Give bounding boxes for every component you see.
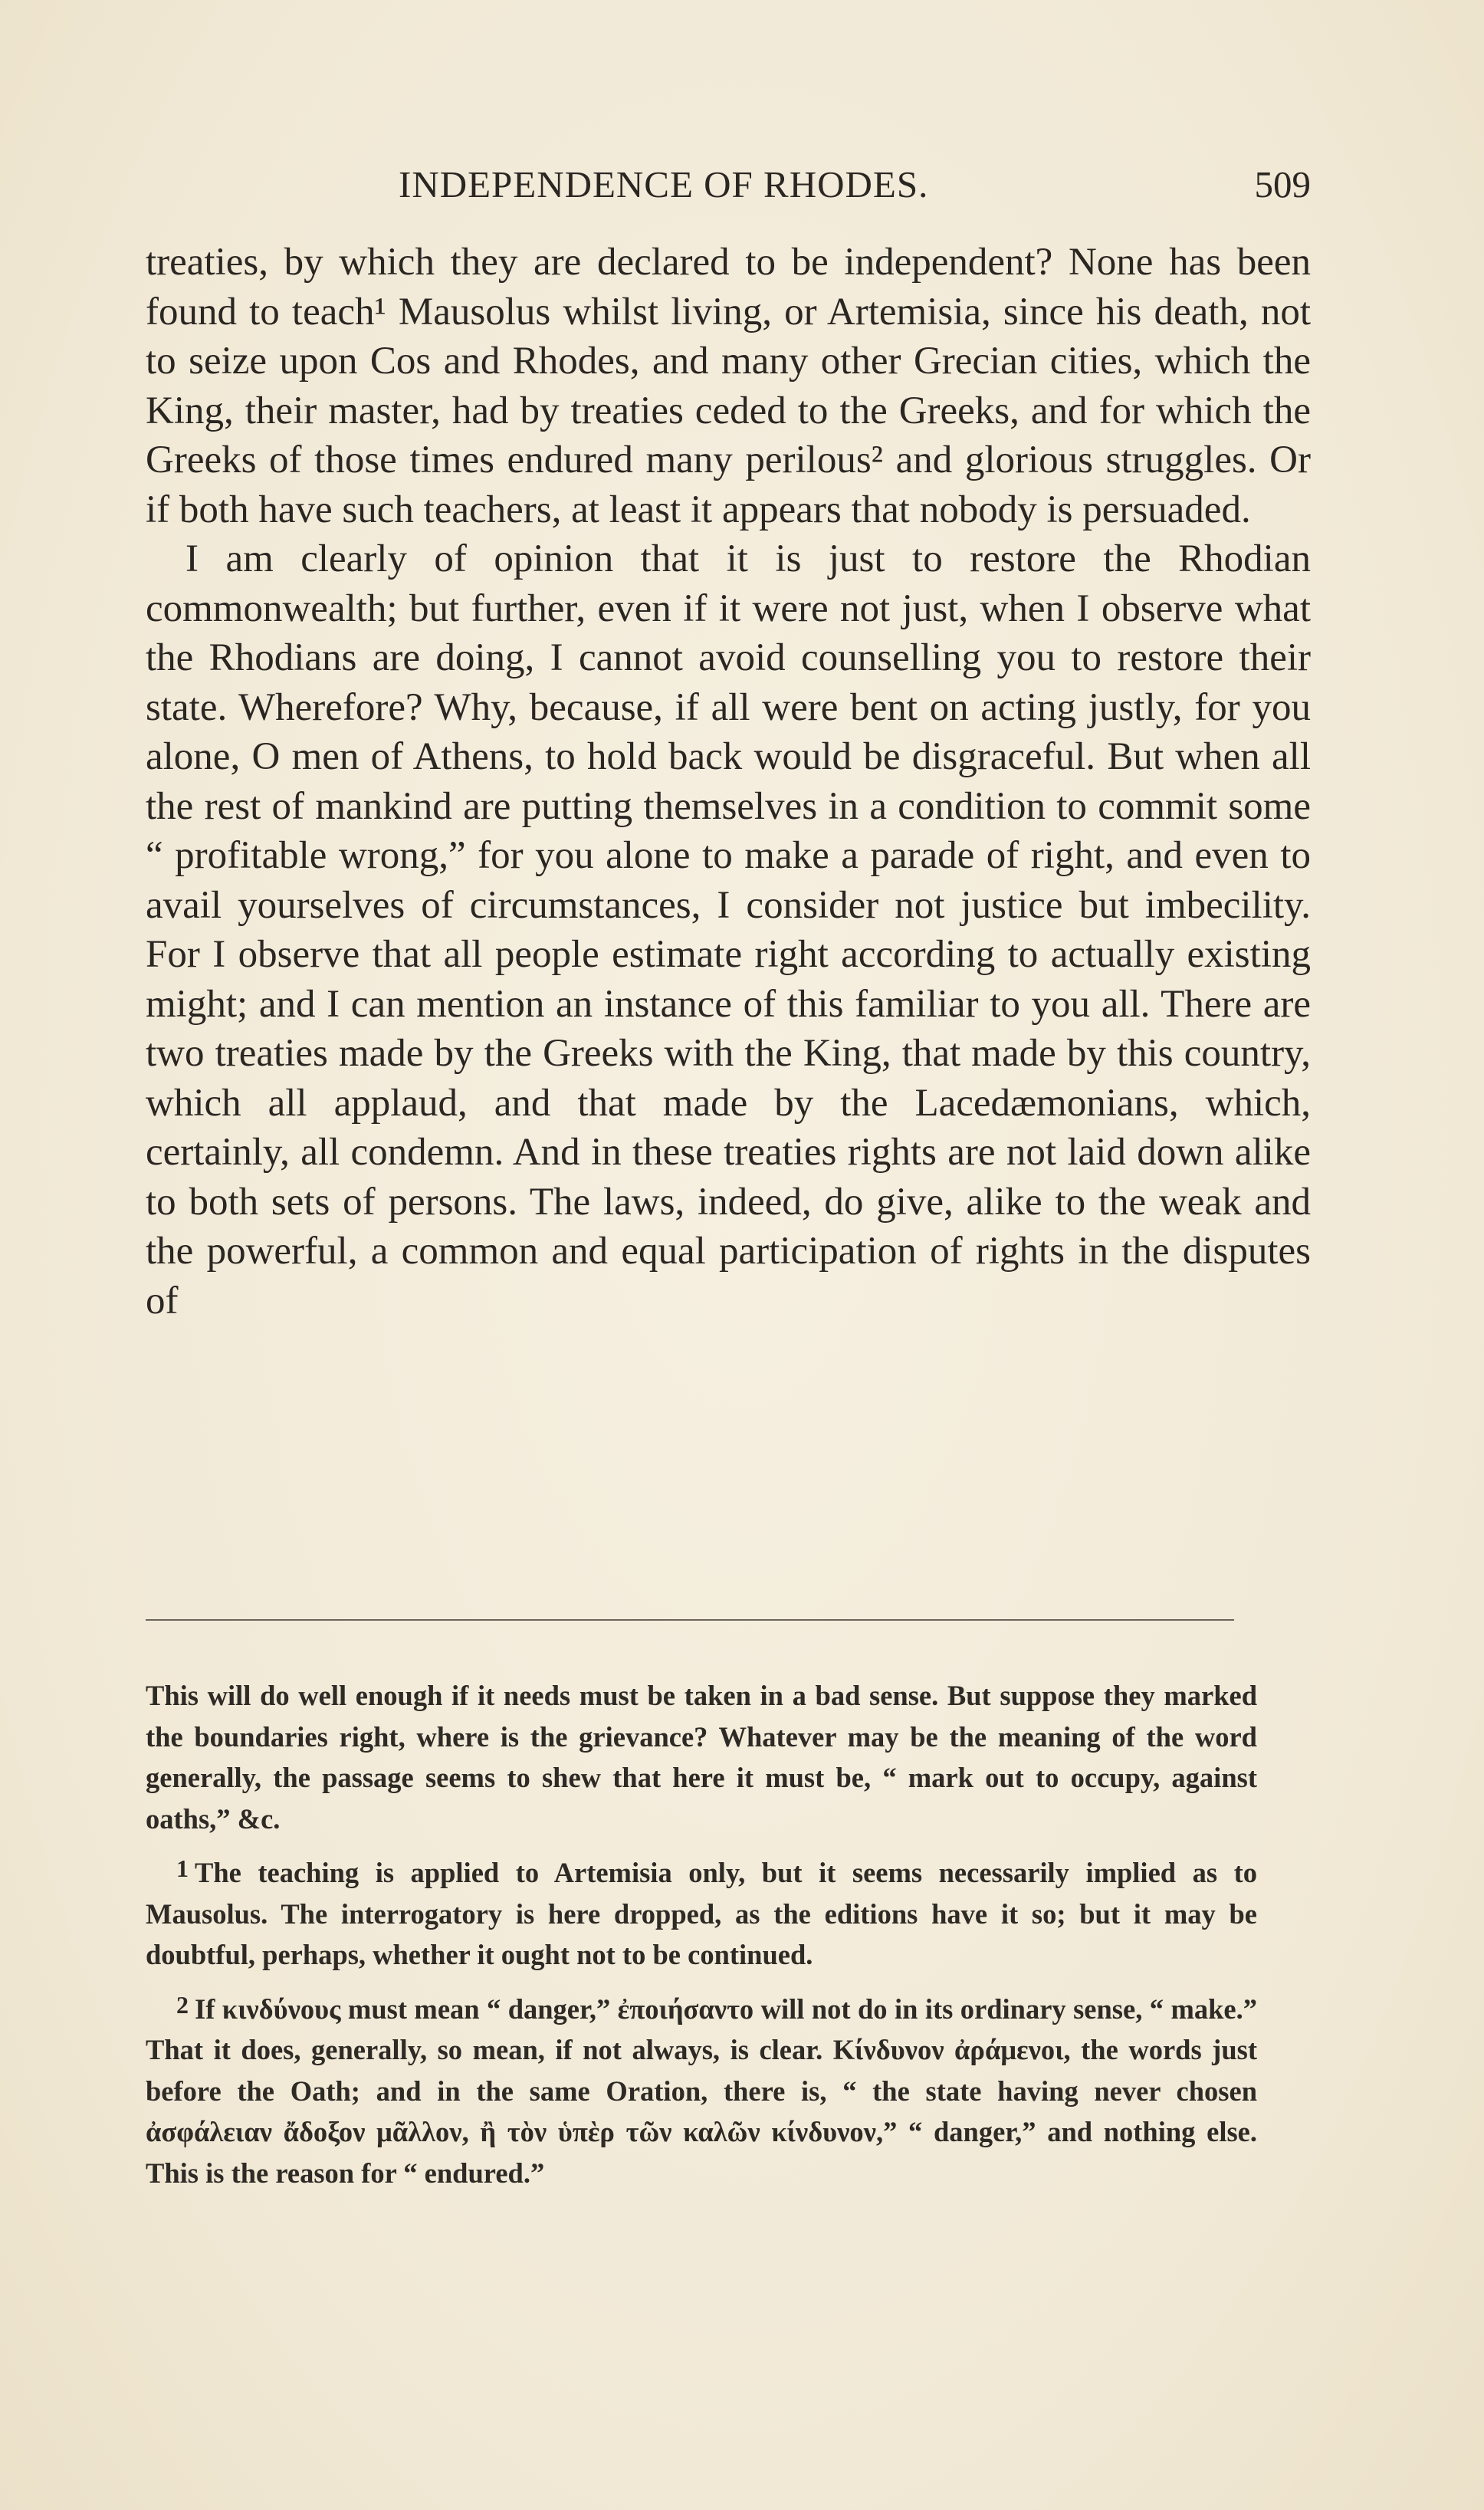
footnotes [146, 1675, 1257, 2203]
main-text [146, 238, 1311, 1326]
paragraph-2: I am clearly of opinion that it is just to restore the Rhodian commonwealth; but further, even if it were not just, when I observe what the Rhodians are doing, I cannot avoid counselling you to restore their state. Wherefore? Why, because, if all were bent on acting justly, for you alone, O men of Athens, to hold back would be disgraceful. But when all the rest of mankind are putting themselves in a condition to commit some “ profitable wrong,” for you alone to make a parade of right, and even to avail yourselves of circumstances, I consider not justice but imbecility. For I observe that all people estimate right according to actually existing might; and I can mention an instance of this familiar to you all. There are two treaties made by the Greeks with the King, that made by this country, which all applaud, and that made by the Lacedæmonians, which, certainly, all condemn. And in these treaties rights are not laid down alike to both sets of persons. The laws, indeed, do give, alike to the weak and the powerful, a common and equal participation of rights in the disputes of [146, 537, 1311, 1322]
page-header [146, 163, 1311, 216]
footnote-2-text: If κινδύνους must mean “ danger,” ἐποιήσαντο will not do in its ordinary sense, “ make.” That it does, generally, so mean, if not always, is clear. Κίνδυνον ἀράμενοι, the words just before the Oath; and in the same Oration, there is, “ the state having never chosen ἀσφάλειαν ἄδοξον μᾶλλον, ἢ τὸν ὑπὲρ τῶν καλῶν κίνδυνον,” “ danger,” and nothing else. This is the reason for “ endured.” [146, 1993, 1257, 2189]
footnote-2 [146, 1985, 1257, 2194]
footnote-1-text: The teaching is applied to Artemisia only, but it seems necessarily implied as to Mausolus. The interrogatory is here dropped, as the editions have it so; but it may be doubtful, perhaps, whether it ought not to be continued. [146, 1857, 1257, 1970]
footnote-divider [146, 1619, 1234, 1621]
footnote-1-marker: 1 [176, 1855, 189, 1882]
paragraph-1: treaties, by which they are declared to be independent? None has been found to teach¹ Mausolus whilst living, or Artemisia, since his death, not to seize upon Cos and Rhodes, and many other Grecian cities, which the King, their master, had by treaties ceded to the Greeks, and for which the Greeks of those times endured many perilous² and glorious struggles. Or if both have such teachers, at least it appears that nobody is persuaded. [146, 241, 1311, 531]
footnote-continued: This will do well enough if it needs must be taken in a bad sense. But suppose they marked the boundaries right, where is the grievance? Whatever may be the meaning of the word generally, the passage seems to shew that here it must be, “ mark out to occupy, against oaths,” &c. [146, 1680, 1257, 1835]
page-number: 509 [1254, 163, 1311, 205]
footnote-1 [146, 1848, 1257, 1976]
running-title: INDEPENDENCE OF RHODES. [399, 163, 929, 205]
footnote-2-marker: 2 [176, 1990, 189, 2019]
